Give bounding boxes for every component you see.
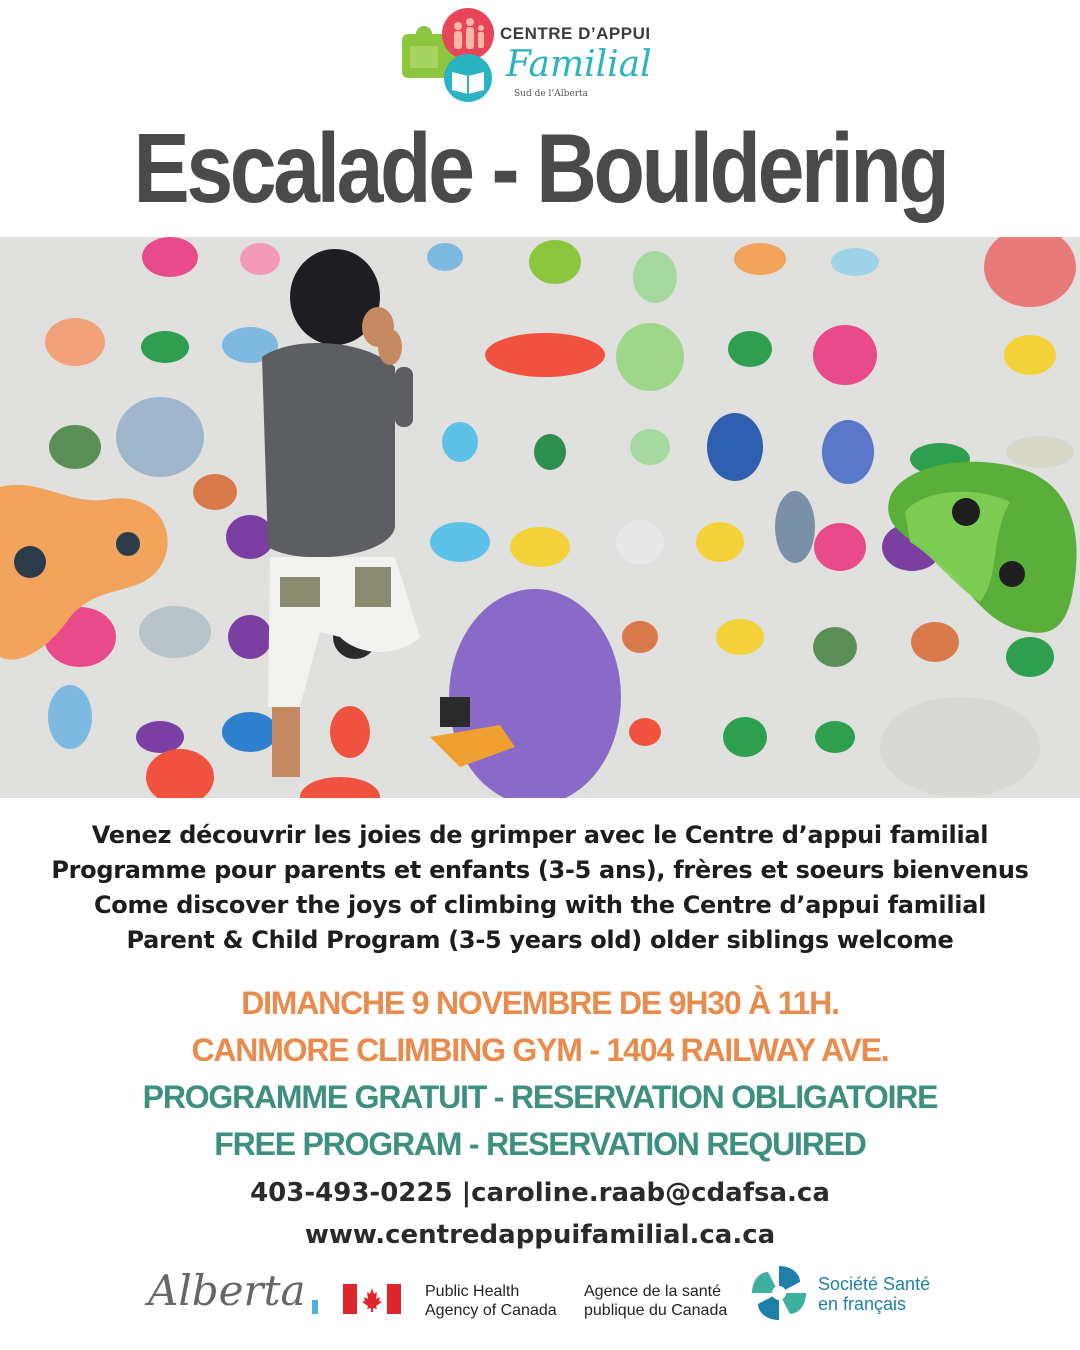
ssf-line-1: Société Santé — [818, 1274, 931, 1294]
description-line-4: Parent & Child Program (3-5 years old) older siblings welcome — [126, 926, 954, 954]
description — [0, 818, 1080, 958]
logo-mark-icon — [398, 6, 508, 106]
ssf-line-2: en français — [818, 1294, 907, 1314]
description-line-3: Come discover the joys of climbing with the Centre d’appui familial — [93, 891, 987, 919]
phac-en-line-1: Public Health — [425, 1283, 520, 1300]
event-date: DIMANCHE 9 NOVEMBRE DE 9H30 À 11H. — [241, 985, 839, 1021]
event-location: CANMORE CLIMBING GYM - 1404 RAILWAY AVE. — [191, 1032, 889, 1068]
logo-title: CENTRE D’APPUI — [500, 24, 651, 43]
phac-fr-line-2: publique du Canada — [584, 1302, 728, 1319]
alberta-logo: Alberta — [148, 1266, 306, 1315]
phone-email[interactable]: 403-493-0225 |caroline.raab@cdafsa.ca — [250, 1178, 830, 1208]
free-program-fr: PROGRAMME GRATUIT - RESERVATION OBLIGATOIRE — [142, 1079, 938, 1115]
website-link[interactable]: www.centredappuifamilial.ca.ca — [304, 1220, 776, 1250]
logo-script: Familial — [506, 44, 652, 85]
page-title: Escalade - Bouldering — [133, 113, 947, 223]
climbing-photo — [0, 237, 1080, 798]
description-line-1: Venez découvrir les joies de grimper avec le Centre d’appui familial — [91, 821, 989, 849]
phac-en-line-2: Agency of Canada — [425, 1302, 557, 1319]
phac-english — [425, 1282, 557, 1320]
canada-flag-icon — [343, 1284, 401, 1314]
logo-region: Sud de l’Alberta — [514, 89, 589, 99]
family-icon — [442, 8, 494, 60]
ssf-pinwheel-icon — [748, 1262, 810, 1324]
phac-fr-line-1: Agence de la santé — [584, 1283, 721, 1300]
description-line-2: Programme pour parents et enfants (3-5 ans), frères et soeurs bienvenus — [51, 856, 1029, 884]
event-details — [0, 980, 1080, 1168]
organization-logo — [398, 6, 658, 106]
contact-info — [0, 1172, 1080, 1256]
book-icon — [444, 54, 492, 102]
sponsor-logos — [0, 1262, 1080, 1332]
ssf-logo-text — [818, 1274, 930, 1314]
alberta-logo-bar — [312, 1300, 318, 1314]
free-program-en: FREE PROGRAM - RESERVATION REQUIRED — [214, 1126, 866, 1162]
phac-french — [584, 1282, 727, 1320]
